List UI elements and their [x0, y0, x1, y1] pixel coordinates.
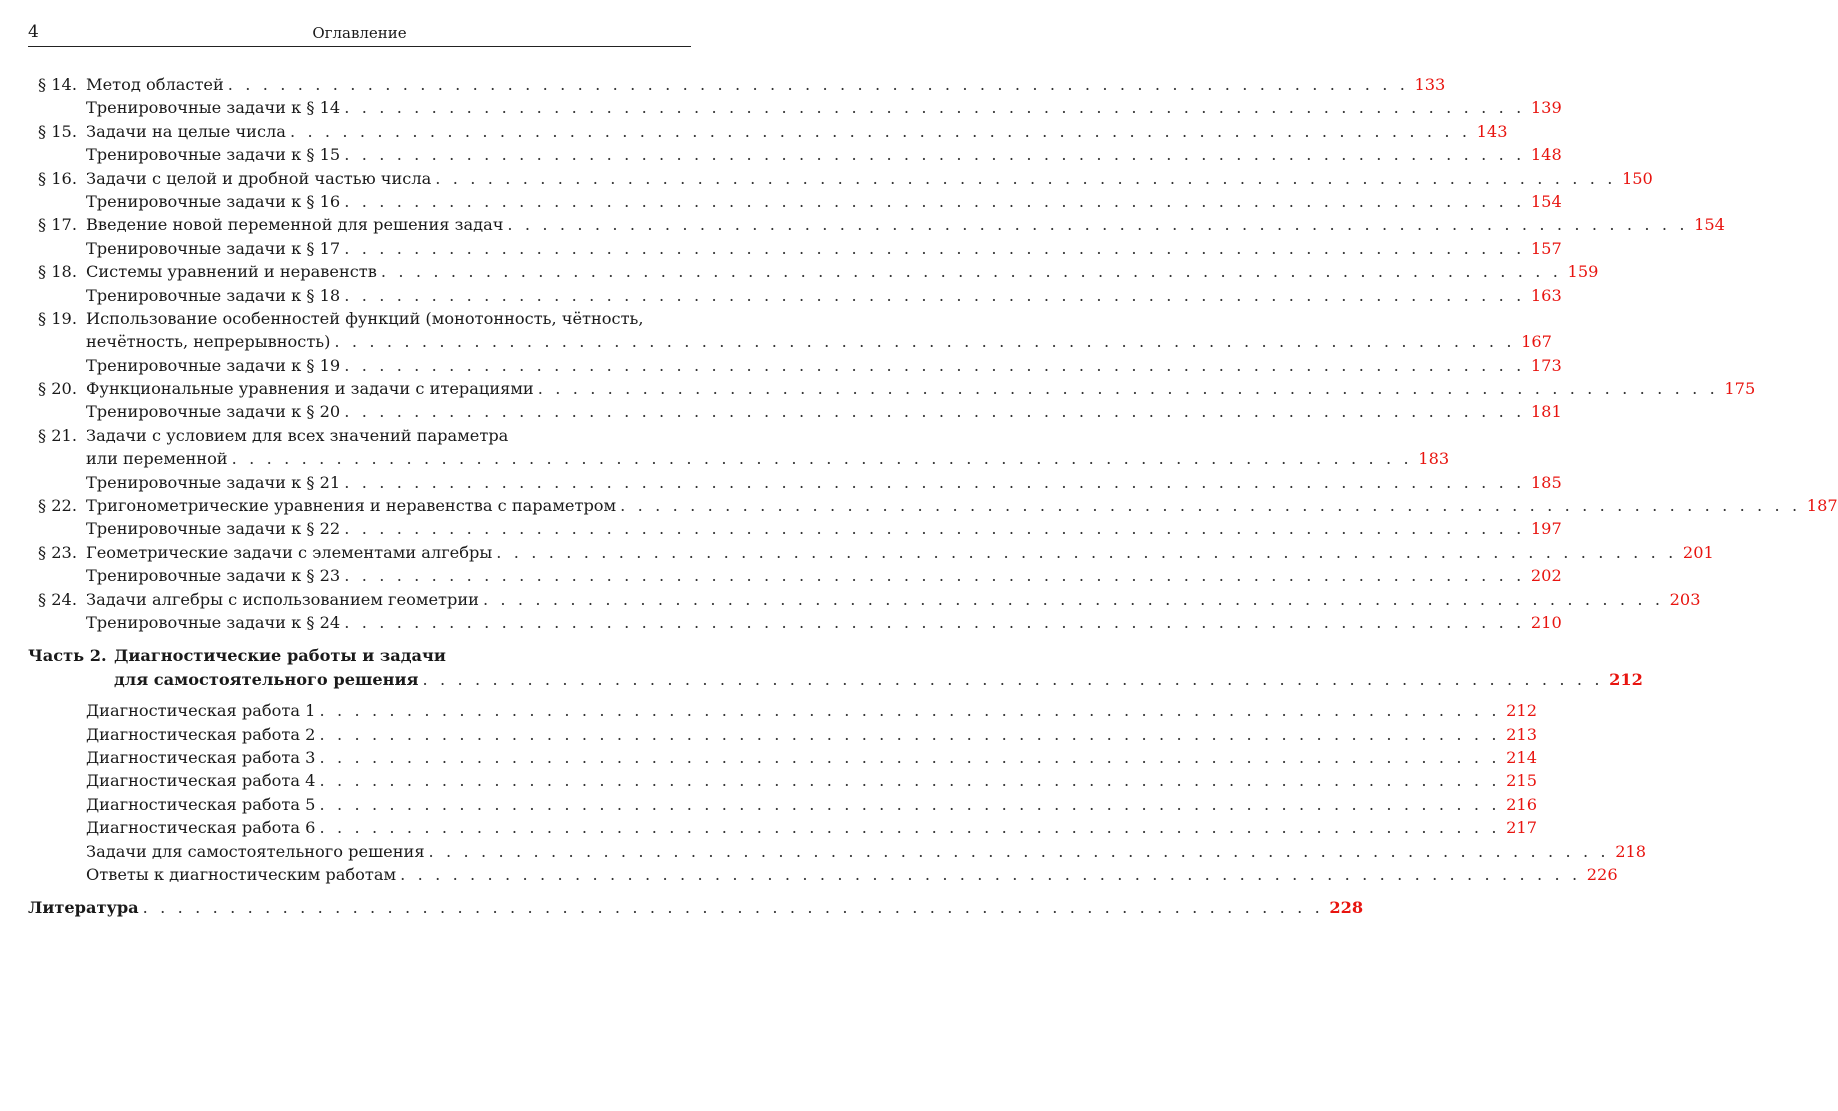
entry-title: Тренировочные задачи к § 19 — [86, 354, 344, 377]
entry-line — [86, 120, 1508, 143]
page-ref[interactable]: 143 — [1476, 121, 1508, 141]
page-ref[interactable]: 183 — [1418, 449, 1450, 469]
page-ref[interactable]: 148 — [1530, 145, 1562, 165]
entry-title: Диагностическая работа 1 — [86, 699, 319, 722]
entry-line — [86, 723, 1538, 746]
entry-title: Задачи алгебры с использованием геометрии — [86, 588, 483, 611]
leader-dots: . . . . . . . . . . . . . . . . . . . . . . . . . . . . . . . . . . . . . . . . . . . . . . . . . . . . . . . . . . . . . . . . . . . . — [227, 75, 1409, 94]
leader-dots: . . . . . . . . . . . . . . . . . . . . . . . . . . . . . . . . . . . . . . . . . . . . . . . . . . . . . . . . . . . . . . . . . . . . — [435, 168, 1616, 188]
page-ref[interactable]: 167 — [1521, 332, 1552, 352]
page-ref[interactable]: 215 — [1506, 771, 1538, 791]
entry-line — [86, 354, 1562, 377]
entry-line — [86, 190, 1562, 213]
table-of-contents — [28, 73, 1838, 920]
leader-dots: . . . . . . . . . . . . . . . . . . . . . . . . . . . . . . . . . . . . . . . . . . . . . . . . . . . . . . . . . . . . . . . . . . . . — [428, 841, 1610, 861]
leader-dots: . . . . . . . . . . . . . . . . . . . . . . . . . . . . . . . . . . . . . . . . . . . . . . . . . . . . . . . . . . . . . . . . . . . . — [231, 449, 1413, 469]
page-ref[interactable]: 210 — [1530, 612, 1562, 632]
entry-title: Литература — [28, 898, 139, 918]
entry-line — [86, 167, 1653, 190]
page-ref[interactable]: 203 — [1669, 589, 1701, 609]
entry-line — [86, 793, 1538, 816]
toc-entry[interactable] — [28, 307, 691, 330]
leader-dots: . . . . . . . . . . . . . . . . . . . . . . . . . . . . . . . . . . . . . . . . . . . . . . . . . . . . . . . . . . . . . . . . . . . . — [620, 496, 1801, 516]
page-ref[interactable]: 213 — [1506, 724, 1538, 744]
entry-line — [86, 769, 1538, 792]
toc-subentry[interactable] — [28, 284, 1562, 307]
entry-title: Геометрические задачи с элементами алгебры — [86, 541, 496, 564]
toc-subentry[interactable] — [28, 746, 1538, 769]
toc-subentry[interactable] — [28, 143, 1562, 166]
section-number: § 21. — [38, 425, 77, 445]
leader-dots: . . . . . . . . . . . . . . . . . . . . . . . . . . . . . . . . . . . . . . . . . . . . . . . . . . . . . . . . . . . . . . . . . . . . — [400, 864, 1581, 884]
entry-title: Использование особенностей функций (монотонность, чётность, — [86, 307, 648, 330]
page-ref[interactable]: 154 — [1530, 191, 1562, 211]
section-number: § 20. — [38, 379, 77, 399]
toc-subentry[interactable] — [28, 611, 1562, 634]
toc-entry[interactable] — [28, 167, 1653, 190]
entry-line — [86, 284, 1562, 307]
toc-entry[interactable] — [28, 541, 1714, 564]
leader-dots: . . . . . . . . . . . . . . . . . . . . . . . . . . . . . . . . . . . . . . . . . . . . . . . . . . . . . . . . . . . . . . . . . . . . — [344, 98, 1525, 118]
toc-subentry[interactable] — [28, 471, 1562, 494]
toc-subentry[interactable] — [28, 793, 1538, 816]
entry-title: Задачи для самостоятельного решения — [86, 840, 429, 863]
leader-dots: . . . . . . . . . . . . . . . . . . . . . . . . . . . . . . . . . . . . . . . . . . . . . . . . . . . . . . . . . . . . . . . . . . . . — [380, 262, 1562, 282]
leader-dots: . . . . . . . . . . . . . . . . . . . . . . . . . . . . . . . . . . . . . . . . . . . . . . . . . . . . . . . . . . . . . . . . . . . . — [344, 238, 1525, 258]
entry-title: Тренировочные задачи к § 21 — [86, 471, 344, 494]
section-number: § 23. — [38, 542, 77, 562]
page-ref[interactable]: 185 — [1530, 472, 1562, 492]
entry-title: или переменной — [86, 447, 232, 470]
entry-line — [86, 96, 1562, 119]
page-ref[interactable]: 201 — [1682, 542, 1714, 562]
entry-line — [86, 541, 1714, 564]
toc-subentry[interactable] — [28, 237, 1562, 260]
toc-subentry[interactable] — [28, 723, 1538, 746]
leader-dots: . . . . . . . . . . . . . . . . . . . . . . . . . . . . . . . . . . . . . . . . . . . . . . . . . . . . . . . . . . . . . . . . . . . . — [344, 612, 1525, 632]
entry-line — [28, 896, 1364, 919]
leader-dots: . . . . . . . . . . . . . . . . . . . . . . . . . . . . . . . . . . . . . . . . . . . . . . . . . . . . . . . . . . . . . . . . . . . . — [319, 747, 1501, 767]
page-ref[interactable]: 226 — [1586, 864, 1618, 884]
entry-title: Тренировочные задачи к § 20 — [86, 400, 344, 423]
section-number: § 22. — [38, 496, 77, 516]
entry-line — [86, 377, 1756, 400]
entry-title: Диагностическая работа 4 — [86, 769, 319, 792]
entry-line — [86, 611, 1562, 634]
leader-dots: . . . . . . . . . . . . . . . . . . . . . . . . . . . . . . . . . . . . . . . . . . . . . . . . . . . . . . . . . . . . . . . . . . . . — [344, 519, 1525, 539]
entry-title: Задачи на целые числа — [86, 120, 290, 143]
leader-dots: . . . . . . . . . . . . . . . . . . . . . . . . . . . . . . . . . . . . . . . . . . . . . . . . . . . . . . . . . . . . . . . . . . . . — [344, 285, 1525, 305]
toc-subentry[interactable] — [28, 769, 1538, 792]
entry-title: Тренировочные задачи к § 24 — [86, 611, 344, 634]
toc-entry[interactable] — [28, 73, 1446, 96]
leader-dots: . . . . . . . . . . . . . . . . . . . . . . . . . . . . . . . . . . . . . . . . . . . . . . . . . . . . . . . . . . . . . . . . . . . . — [142, 898, 1324, 918]
entry-line — [86, 73, 1446, 96]
part-title-line — [114, 644, 691, 667]
page-ref[interactable]: 173 — [1530, 355, 1562, 375]
page-ref[interactable]: 212 — [1609, 669, 1643, 689]
toc-entry[interactable] — [28, 120, 1508, 143]
entry-line — [86, 307, 691, 330]
leader-dots: . . . . . . . . . . . . . . . . . . . . . . . . . . . . . . . . . . . . . . . . . . . . . . . . . . . . . . . . . . . . . . . . . . . . — [319, 818, 1501, 838]
entry-line — [86, 213, 1725, 236]
page-ref[interactable]: 157 — [1530, 238, 1562, 258]
entry-line — [86, 746, 1538, 769]
entry-title: Диагностическая работа 5 — [86, 793, 319, 816]
entry-title: Системы уравнений и неравенств — [86, 260, 381, 283]
section-number: § 17. — [38, 215, 77, 235]
page-ref[interactable]: 139 — [1530, 98, 1562, 118]
leader-dots: . . . . . . . . . . . . . . . . . . . . . . . . . . . . . . . . . . . . . . . . . . . . . . . . . . . . . . . . . . . . . . . . . . . . — [344, 566, 1525, 586]
page-number: 4 — [28, 22, 39, 42]
page-ref[interactable]: 214 — [1506, 747, 1538, 767]
entry-line — [86, 494, 1838, 517]
page-ref[interactable]: 154 — [1694, 215, 1725, 235]
page-ref[interactable]: 216 — [1506, 794, 1538, 814]
part-label: Часть 2. — [28, 646, 107, 666]
leader-dots: . . . . . . . . . . . . . . . . . . . . . . . . . . . . . . . . . . . . . . . . . . . . . . . . . . . . . . . . . . . . . . . . . . . . — [334, 332, 1516, 352]
leader-dots: . . . . . . . . . . . . . . . . . . . . . . . . . . . . . . . . . . . . . . . . . . . . . . . . . . . . . . . . . . . . . . . . . . . . — [482, 589, 1664, 609]
leader-dots: . . . . . . . . . . . . . . . . . . . . . . . . . . . . . . . . . . . . . . . . . . . . . . . . . . . . . . . . . . . . . . . . . . . . — [537, 379, 1719, 399]
entry-line — [86, 447, 1450, 470]
page-ref[interactable]: 163 — [1530, 285, 1562, 305]
page-ref[interactable]: 159 — [1567, 262, 1599, 282]
entry-title: Задачи с условием для всех значений параметра — [86, 424, 512, 447]
entry-line — [86, 588, 1701, 611]
leader-dots: . . . . . . . . . . . . . . . . . . . . . . . . . . . . . . . . . . . . . . . . . . . . . . . . . . . . . . . . . . . . . . . . . . . . — [344, 402, 1525, 422]
leader-dots: . . . . . . . . . . . . . . . . . . . . . . . . . . . . . . . . . . . . . . . . . . . . . . . . . . . . . . . . . . . . . . . . . . . . — [319, 701, 1501, 721]
running-header — [28, 20, 691, 47]
toc-entry[interactable] — [28, 260, 1599, 283]
page-title: Оглавление — [312, 24, 407, 42]
part-heading[interactable] — [28, 644, 691, 667]
toc-subentry[interactable] — [28, 190, 1562, 213]
leader-dots: . . . . . . . . . . . . . . . . . . . . . . . . . . . . . . . . . . . . . . . . . . . . . . . . . . . . . . . . . . . . . . . . . . . . — [344, 472, 1525, 492]
entry-line — [86, 237, 1562, 260]
toc-entry[interactable] — [28, 213, 1725, 236]
entry-title: Тренировочные задачи к § 14 — [86, 96, 344, 119]
entry-title: нечётность, непрерывность) — [86, 330, 334, 353]
page-ref[interactable]: 175 — [1724, 379, 1756, 399]
page-ref[interactable]: 133 — [1414, 75, 1446, 94]
page-ref[interactable]: 218 — [1615, 841, 1647, 861]
toc-subentry[interactable] — [28, 564, 1562, 587]
entry-line — [86, 816, 1538, 839]
entry-title: Диагностическая работа 2 — [86, 723, 319, 746]
entry-line — [86, 517, 1562, 540]
toc-entry-continuation[interactable] — [28, 447, 1450, 470]
part-title: Диагностические работы и задачи — [114, 646, 446, 666]
entry-line — [86, 424, 691, 447]
entry-title: Тренировочные задачи к § 23 — [86, 564, 344, 587]
entry-title: Тригонометрические уравнения и неравенства с параметром — [86, 494, 620, 517]
entry-title: Диагностическая работа 3 — [86, 746, 319, 769]
section-number: § 19. — [38, 308, 77, 328]
section-number: § 18. — [38, 262, 77, 282]
entry-title: Тренировочные задачи к § 22 — [86, 517, 344, 540]
entry-line — [86, 330, 1552, 353]
leader-dots: . . . . . . . . . . . . . . . . . . . . . . . . . . . . . . . . . . . . . . . . . . . . . . . . . . . . . . . . . . . . . . . . . . . . — [344, 191, 1525, 211]
page-ref[interactable]: 217 — [1506, 818, 1538, 838]
toc-entry[interactable] — [28, 377, 1756, 400]
toc-subentry[interactable] — [28, 517, 1562, 540]
part-heading-continuation[interactable] — [28, 668, 1643, 691]
leader-dots: . . . . . . . . . . . . . . . . . . . . . . . . . . . . . . . . . . . . . . . . . . . . . . . . . . . . . . . . . . . . . . . . . . . . — [344, 355, 1525, 375]
entry-title: Задачи с целой и дробной частью числа — [86, 167, 435, 190]
toc-subentry[interactable] — [28, 840, 1647, 863]
entry-title: Ответы к диагностическим работам — [86, 863, 400, 886]
leader-dots: . . . . . . . . . . . . . . . . . . . . . . . . . . . . . . . . . . . . . . . . . . . . . . . . . . . . . . . . . . . . . . . . . . . . — [496, 542, 1677, 562]
entry-title: Функциональные уравнения и задачи с итерациями — [86, 377, 538, 400]
entry-title: Тренировочные задачи к § 15 — [86, 143, 344, 166]
entry-title: Тренировочные задачи к § 16 — [86, 190, 344, 213]
leader-dots: . . . . . . . . . . . . . . . . . . . . . . . . . . . . . . . . . . . . . . . . . . . . . . . . . . . . . . . . . . . . . . . . . . . . — [507, 215, 1689, 235]
toc-subentry[interactable] — [28, 354, 1562, 377]
entry-title: Метод областей — [86, 73, 228, 96]
entry-title: Тренировочные задачи к § 17 — [86, 237, 344, 260]
entry-title: Диагностическая работа 6 — [86, 816, 319, 839]
entry-title: Тренировочные задачи к § 18 — [86, 284, 344, 307]
page-ref[interactable]: 212 — [1506, 701, 1538, 721]
section-number: § 14. — [38, 75, 77, 94]
toc-subentry[interactable] — [28, 816, 1538, 839]
page-ref[interactable]: 150 — [1621, 168, 1653, 188]
toc-subentry[interactable] — [28, 863, 1618, 886]
leader-dots: . . . . . . . . . . . . . . . . . . . . . . . . . . . . . . . . . . . . . . . . . . . . . . . . . . . . . . . . . . . . . . . . . . . . — [319, 794, 1501, 814]
page-ref[interactable]: 202 — [1530, 566, 1562, 586]
entry-line — [86, 471, 1562, 494]
section-number: § 24. — [38, 589, 77, 609]
toc-entry-continuation[interactable] — [28, 330, 1552, 353]
entry-line — [86, 863, 1618, 886]
entry-line — [86, 840, 1647, 863]
toc-subentry[interactable] — [28, 96, 1562, 119]
toc-entry[interactable] — [28, 424, 691, 447]
entry-line — [86, 400, 1562, 423]
part-title-line — [114, 668, 1643, 691]
entry-line — [86, 260, 1599, 283]
literature-entry[interactable] — [28, 896, 1364, 919]
leader-dots: . . . . . . . . . . . . . . . . . . . . . . . . . . . . . . . . . . . . . . . . . . . . . . . . . . . . . . . . . . . . . . . . . . . . — [289, 121, 1471, 141]
section-number: § 16. — [38, 168, 77, 188]
leader-dots: . . . . . . . . . . . . . . . . . . . . . . . . . . . . . . . . . . . . . . . . . . . . . . . . . . . . . . . . . . . . . . . . . . . . — [422, 669, 1604, 689]
page-ref[interactable]: 187 — [1806, 496, 1838, 516]
toc-subentry[interactable] — [28, 400, 1562, 423]
leader-dots: . . . . . . . . . . . . . . . . . . . . . . . . . . . . . . . . . . . . . . . . . . . . . . . . . . . . . . . . . . . . . . . . . . . . — [319, 724, 1501, 744]
section-number: § 15. — [38, 121, 77, 141]
entry-line — [86, 699, 1538, 722]
toc-entry[interactable] — [28, 588, 1701, 611]
leader-dots: . . . . . . . . . . . . . . . . . . . . . . . . . . . . . . . . . . . . . . . . . . . . . . . . . . . . . . . . . . . . . . . . . . . . — [319, 771, 1501, 791]
page-ref[interactable]: 197 — [1530, 519, 1562, 539]
leader-dots: . . . . . . . . . . . . . . . . . . . . . . . . . . . . . . . . . . . . . . . . . . . . . . . . . . . . . . . . . . . . . . . . . . . . — [344, 145, 1525, 165]
part-title: для самостоятельного решения — [114, 669, 419, 689]
entry-line — [86, 143, 1562, 166]
page-ref[interactable]: 181 — [1530, 402, 1562, 422]
toc-subentry[interactable] — [28, 699, 1538, 722]
toc-entry[interactable] — [28, 494, 1838, 517]
entry-title: Введение новой переменной для решения задач — [86, 213, 507, 236]
page-ref[interactable]: 228 — [1329, 898, 1364, 918]
entry-line — [86, 564, 1562, 587]
